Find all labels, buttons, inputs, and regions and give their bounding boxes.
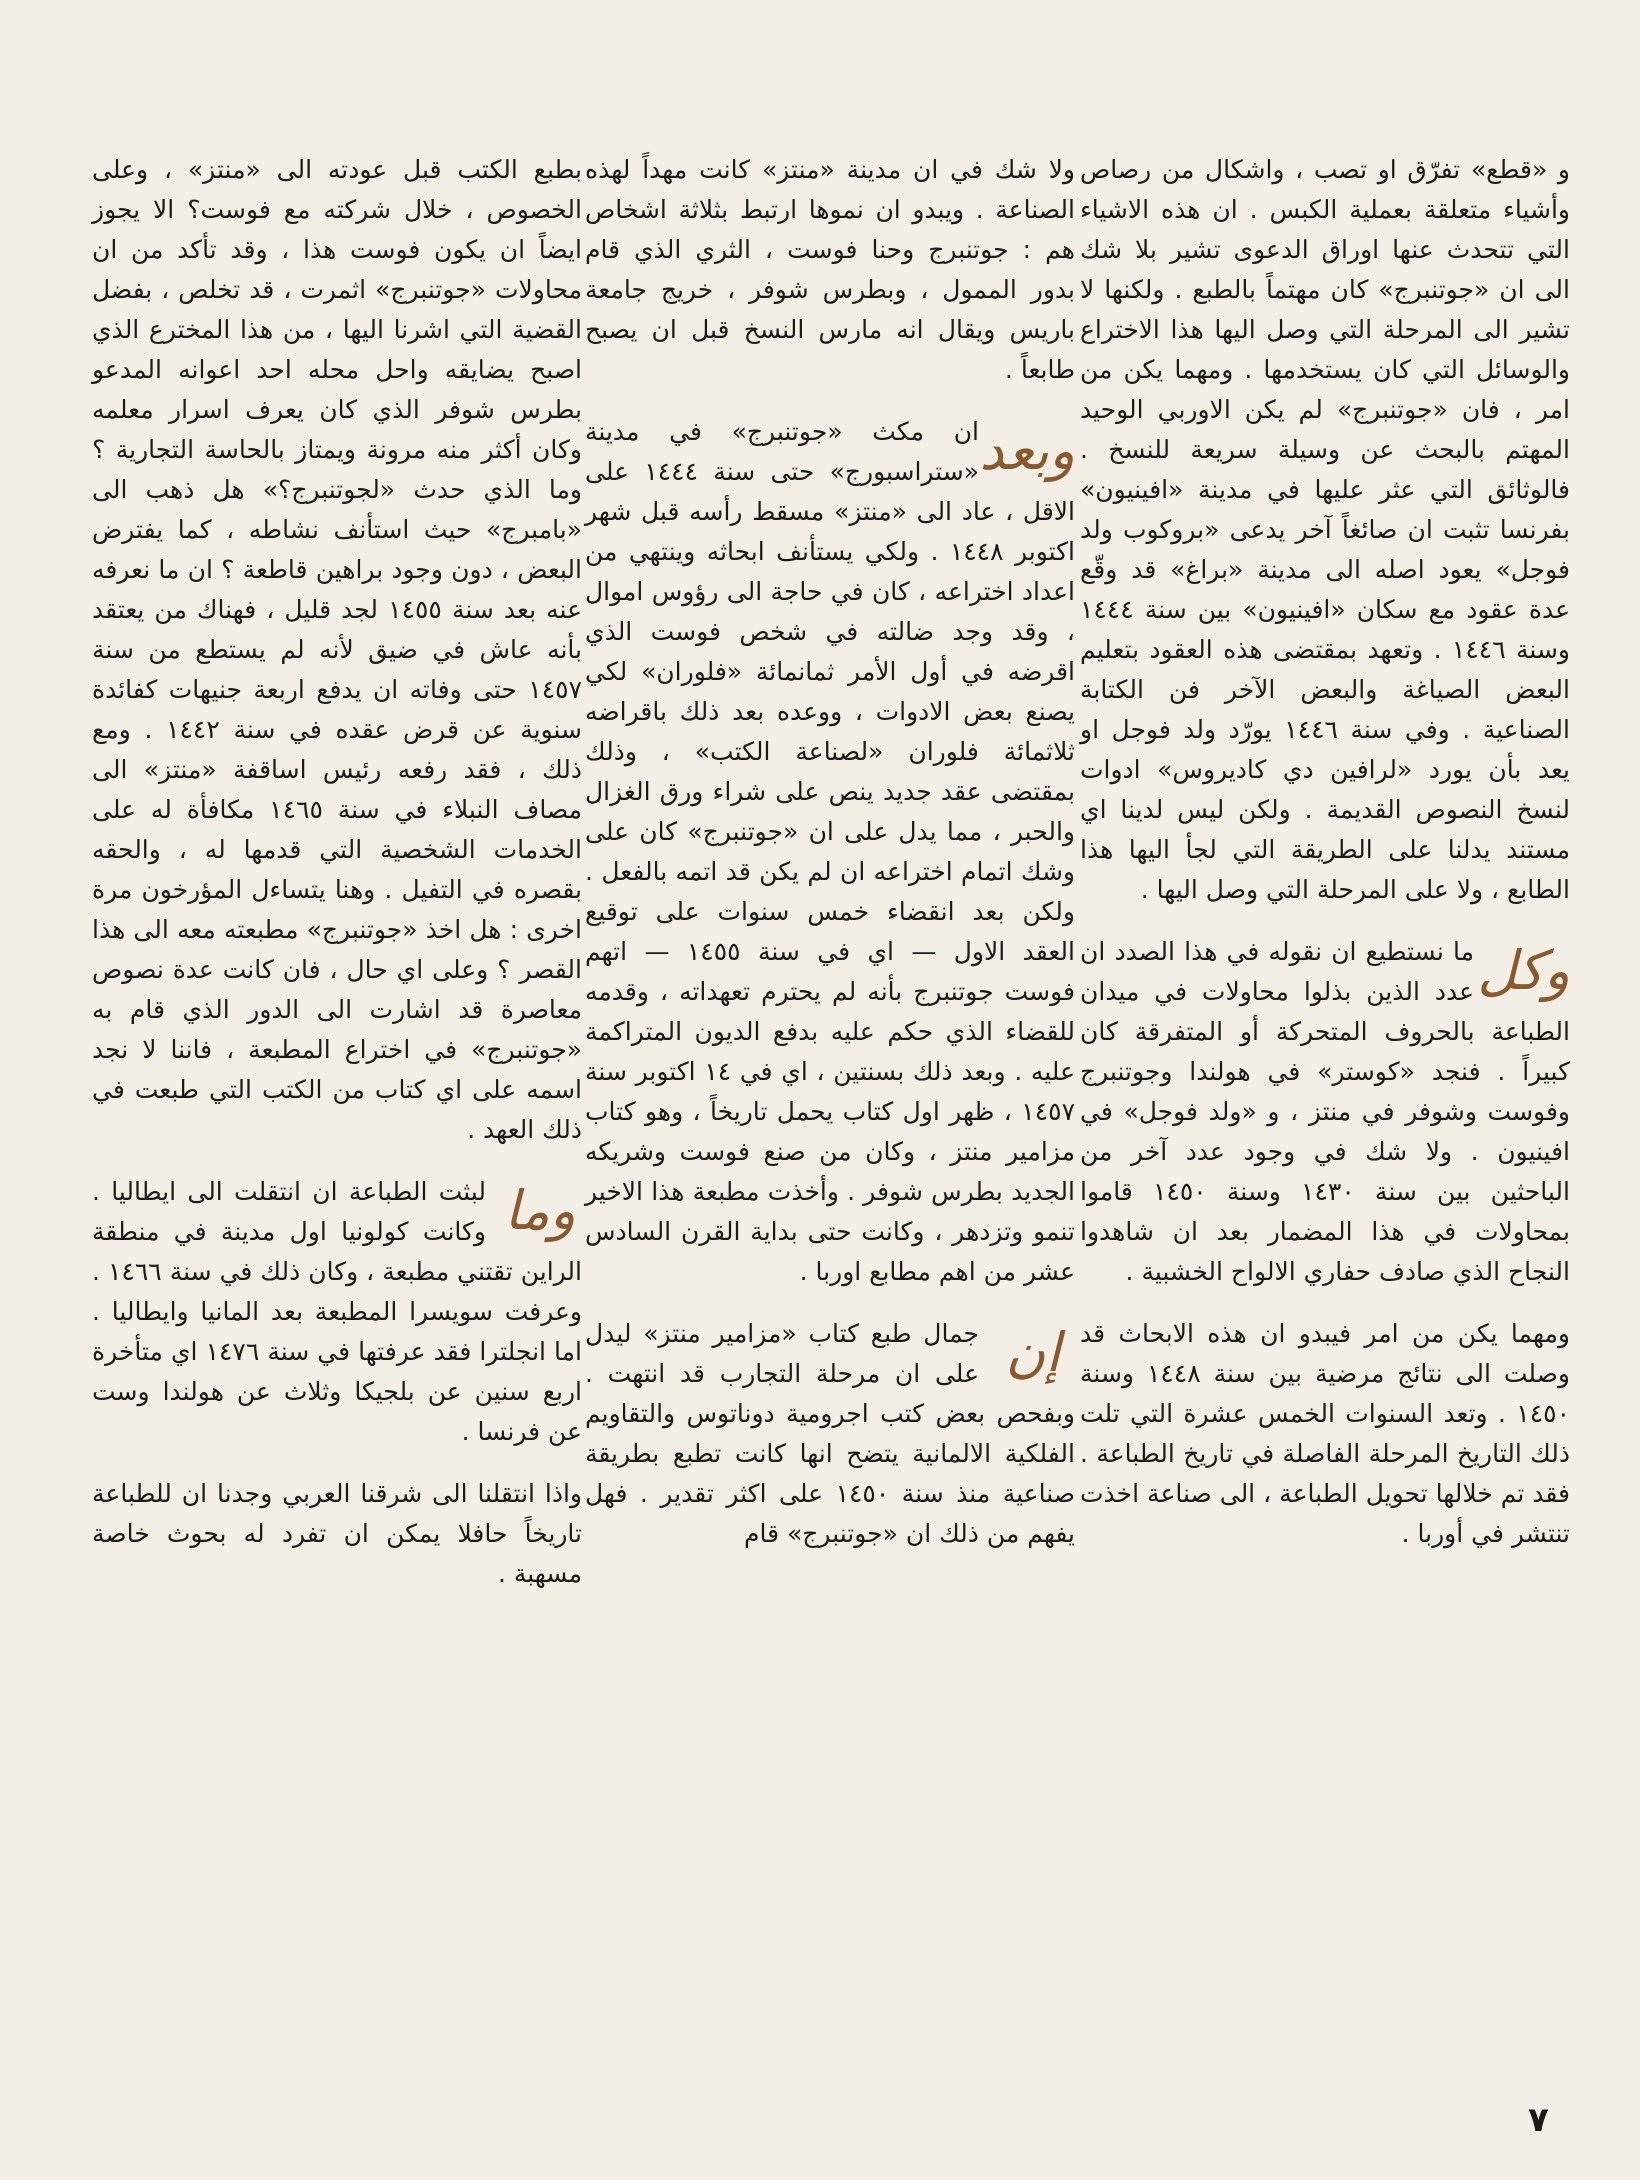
paragraph-text: لبثت الطباعة ان انتقلت الى ايطاليا . وكانت كولونيا اول مدينة في منطقة الراين تقتني مطبعة ، وكان ذلك في سنة ١٤٦٦ . وعرفت سويسرا المطبعة بعد المانيا وايطاليا . اما انجلترا فقد عرفتها في سنة ١٤٧٦ اي متأخرة اربع سنين عن بلجيكا وثلاث عن هولندا وست عن فرنسا . (92, 1177, 582, 1446)
decorative-initial: وكل (1477, 939, 1570, 1002)
paragraph-text: ان مكث «جوتنبرج» في مدينة «ستراسبورج» حتى سنة ١٤٤٤ على الاقل ، عاد الى «منتز» مسقط رأسه قبل شهر اكتوبر ١٤٤٨ . ولكي يستأنف ابحاثه وينتهي من اعداد اختراعه ، كان في حاجة الى رؤوس اموال ، وقد وجد ضالته في شخص فوست الذي اقرضه في أول الأمر ثمانمائة «فلوران» لكي يصنع بعض الادوات ، ووعده بعد ذلك باقراضه ثلاثمائة فلوران «لصناعة الكتب» ، وذلك بمقتضى عقد جديد ينص على شراء ورق الغزال والحبر ، مما يدل على ان «جوتنبرج» كان على وشك اتمام اختراعه ان لم يكن قد اتمه بالفعل . ولكن بعد انقضاء خمس سنوات على توقيع العقد الاول — اي في سنة ١٤٥٥ — اتهم فوست جوتنبرج بأنه لم يحترم تعهداته ، وقدمه للقضاء الذي حكم عليه بدفع الديون المتراكمة عليه . وبعد ذلك بسنتين ، اي في ١٤ اكتوبر سنة ١٤٥٧ ، ظهر اول كتاب يحمل تاريخاً ، وهو كتاب مزامير منتز ، وكان من صنع فوست وشريكه الجديد بطرس شوفر . وأخذت مطبعة هذا الاخير تنمو وتزدهر ، وكانت حتى بداية القرن السادس عشر من اهم مطابع اوربا . (585, 417, 1075, 1286)
paragraph: ولا شك في ان مدينة «منتز» كانت مهداً لهذه الصناعة . ويبدو ان نموها ارتبط بثلاثة اشخاص هم : جوتنبرج وحنا فوست ، الثري الذي قام بدور الممول ، وبطرس شوفر ، خريج جامعة باريس ويقال انه مارس النسخ قبل ان يصبح طابعاً . (585, 155, 1075, 384)
decorative-initial: وبعد (979, 419, 1075, 482)
decorative-initial: إن (1005, 1321, 1061, 1384)
paragraph-text: جمال طبع كتاب «مزامير منتز» ليدل على ان مرحلة التجارب قد انتهت . وبفحص بعض كتب اجرومية دوناتوس والتقاويم الفلكية الالمانية يتضح انها كانت تطبع بطريقة صناعية منذ سنة ١٤٥٠ على اكثر تقدير . فهل يفهم من ذلك ان «جوتنبرج» قام (585, 1319, 1075, 1548)
paragraph: ومهما يكن من امر فيبدو ان هذه الابحاث قد وصلت الى نتائج مرضية بين سنة ١٤٤٨ وسنة ١٤٥٠ . وتعد السنوات الخمس عشرة التي تلت ذلك التاريخ المرحلة الفاصلة في تاريخ الطباعة . فقد تم خلالها تحويل الطباعة ، الى صناعة اخذت تنتشر في أوربا . (1080, 1319, 1570, 1548)
paragraph-text: ما نستطيع ان نقوله في هذا الصدد ان عدد الذين بذلوا محاولات في ميدان الطباعة بالحروف المتحركة أو المتفرقة كان كبيراً . فنجد «كوستر» في هولندا وجوتنبرج وفوست وشوفر في منتز ، و «ولد فوجل» في افينيون . ولا شك في وجود عدد آخر من الباحثين بين سنة ١٤٣٠ وسنة ١٤٥٠ قاموا بمحاولات في هذا المضمار بعد ان شاهدوا النجاح الذي صادف حفاري الالواح الخشبية . (1080, 937, 1570, 1286)
paragraph-with-initial (92, 1172, 582, 1452)
page-number: ٧ (1528, 2100, 1549, 2140)
column-middle (585, 150, 1075, 1554)
paragraph-with-initial (1080, 932, 1570, 1292)
paragraph: و «قطع» تفرّق او تصب ، واشكال من رصاص وأشياء متعلقة بعملية الكبس . ان هذه الاشياء التي تتحدث عنها اوراق الدعوى تشير بلا شك الى ان «جوتنبرج» كان مهتماً بالطبع . ولكنها لا تشير الى المرحلة التي وصل اليها هذا الاختراع والوسائل التي كان يستخدمها . ومهما يكن من امر ، فان «جوتنبرج» لم يكن الاوربي الوحيد المهتم بالبحث عن وسيلة سريعة للنسخ . فالوثائق التي عثر عليها في مدينة «افينيون» بفرنسا تثبت ان صائغاً آخر يدعى «بروكوب ولد فوجل» يعود اصله الى مدينة «براغ» قد وقّع عدة عقود مع سكان «افينيون» بين سنة ١٤٤٤ وسنة ١٤٤٦ . وتعهد بمقتضى هذه العقود بتعليم البعض الصياغة والبعض الآخر فن الكتابة الصناعية . وفي سنة ١٤٤٦ يورّد ولد فوجل او يعد بأن يورد «لرافين دي كاديروس» ادوات لنسخ النصوص القديمة . ولكن ليس لدينا اي مستند يدلنا على الطريقة التي لجأ اليها هذا الطابع ، ولا على المرحلة التي وصل اليها . (1080, 155, 1570, 904)
column-left (92, 150, 582, 1594)
column-right (1080, 150, 1570, 1554)
paragraph: واذا انتقلنا الى شرقنا العربي وجدنا ان للطباعة تاريخاً حافلا يمكن ان تفرد له بحوث خاصة مسهبة . (92, 1479, 582, 1588)
paragraph-with-initial (585, 412, 1075, 1292)
paragraph: بطبع الكتب قبل عودته الى «منتز» ، وعلى الخصوص ، خلال شركته مع فوست؟ الا يجوز ايضاً ان يكون فوست هذا ، وقد تأكد من ان محاولات «جوتنبرج» اثمرت ، قد تخلص ، بفضل القضية التي اشرنا اليها ، من هذا المخترع الذي اصبح يضايقه واحل محله احد اعوانه المدعو بطرس شوفر الذي كان يعرف اسرار معلمه وكان أكثر منه مرونة ويمتاز بالحاسة التجارية ؟ وما الذي حدث «لجوتنبرج؟» هل ذهب الى «بامبرج» حيث استأنف نشاطه ، كما يفترض البعض ، دون وجود براهين قاطعة ؟ ان ما نعرفه عنه بعد سنة ١٤٥٥ لجد قليل ، فهناك من يعتقد بأنه عاش في ضيق لأنه لم يستطع من سنة ١٤٥٧ حتى وفاته ان يدفع اربعة جنيهات كفائدة سنوية عن قرض عقده في سنة ١٤٤٢ . ومع ذلك ، فقد رفعه رئيس اساقفة «منتز» الى مصاف النبلاء في سنة ١٤٦٥ مكافأة له على الخدمات الشخصية التي قدمها له ، والحقه بقصره في التفيل . وهنا يتساءل المؤرخون مرة اخرى : هل اخذ «جوتنبرج» مطبعته معه الى هذا القصر ؟ وعلى اي حال ، فان كانت عدة نصوص معاصرة قد اشارت الى الدور الذي قام به «جوتنبرج» في اختراع المطبعة ، فاننا لا نجد اسمه على اي كتاب من الكتب التي طبعت في ذلك العهد . (92, 155, 583, 1144)
paragraph-with-initial (585, 1314, 1075, 1554)
decorative-initial: وما (504, 1179, 576, 1242)
